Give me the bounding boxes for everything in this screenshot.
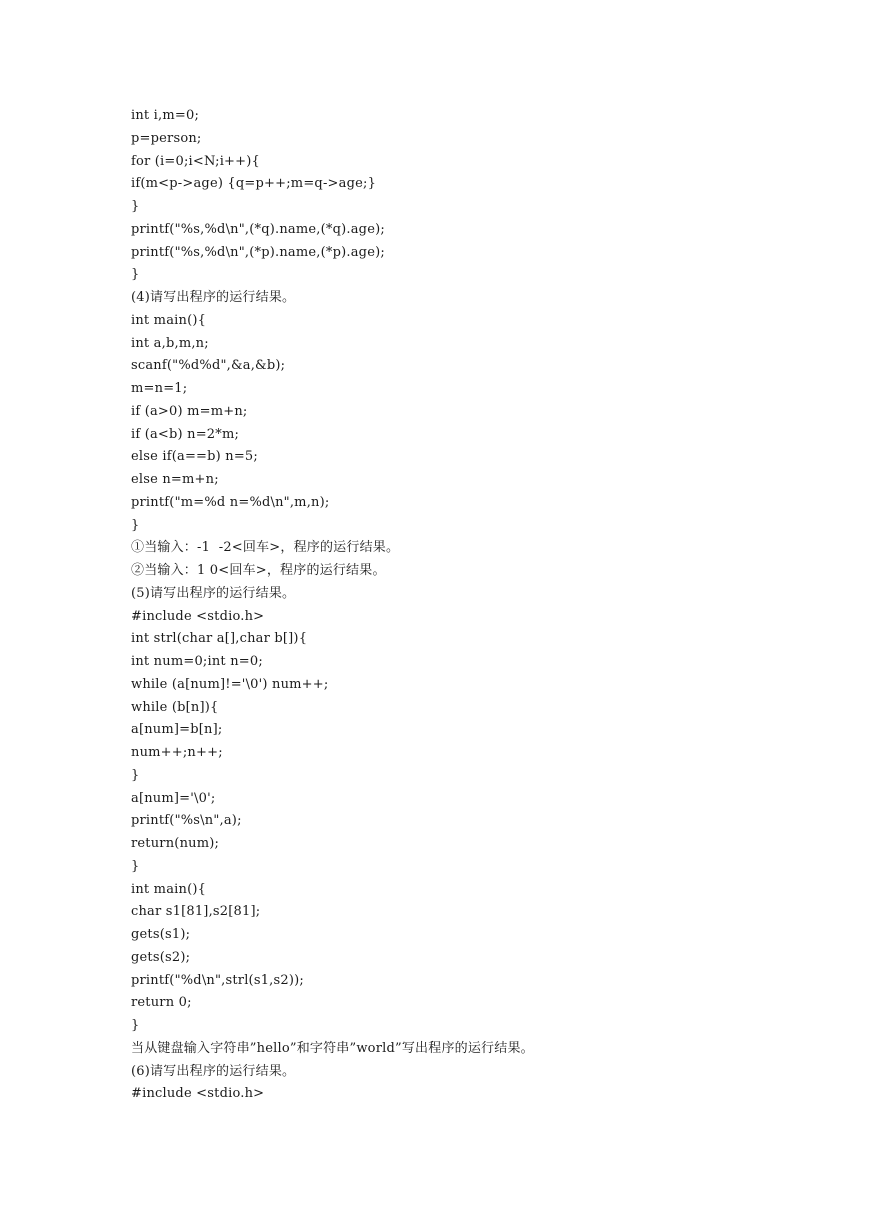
- text-line: printf("%s,%d\n",(*q).name,(*q).age);: [131, 221, 385, 237]
- text-line: printf("%d\n",strl(s1,s2));: [131, 972, 304, 988]
- text-line: int main(){: [131, 312, 207, 328]
- text-line: }: [131, 1018, 140, 1033]
- text-line: for (i=0;i<N;i++){: [131, 153, 260, 169]
- text-line: p=person;: [131, 130, 202, 146]
- document-page: [131, 105, 831, 1106]
- question-text: ②当输入：1 0<回车>，程序的运行结果。: [131, 563, 386, 578]
- question-heading: (4)请写出程序的运行结果。: [131, 290, 296, 305]
- text-line: m=n=1;: [131, 381, 188, 396]
- text-line: }: [131, 858, 140, 874]
- text-line: printf("m=%d n=%d\n",m,n);: [131, 494, 330, 510]
- text-line: #include <stdio.h>: [131, 608, 265, 624]
- text-line: if (a>0) m=m+n;: [131, 403, 248, 419]
- text-line: if (a<b) n=2*m;: [131, 426, 240, 442]
- text-line: int num=0;int n=0;: [131, 654, 263, 669]
- question-text: ①当输入：-1 -2<回车>，程序的运行结果。: [131, 540, 400, 556]
- text-line: int strl(char a[],char b[]){: [131, 631, 308, 647]
- text-line: return(num);: [131, 836, 220, 851]
- question-heading: (5)请写出程序的运行结果。: [131, 585, 296, 601]
- text-line: else n=m+n;: [131, 472, 219, 487]
- text-line: int i,m=0;: [131, 108, 200, 123]
- text-line: int a,b,m,n;: [131, 335, 209, 351]
- text-line: while (a[num]!='\0') num++;: [131, 676, 329, 692]
- text-line: char s1[81],s2[81];: [131, 904, 261, 920]
- text-line: a[num]='\0';: [131, 790, 216, 806]
- question-heading: (6)请写出程序的运行结果。: [131, 1063, 296, 1079]
- text-line: printf("%s,%d\n",(*p).name,(*p).age);: [131, 244, 385, 260]
- text-line: printf("%s\n",a);: [131, 813, 242, 829]
- text-line: }: [131, 199, 140, 214]
- text-line: if(m<p->age) {q=p++;m=q->age;}: [131, 176, 377, 192]
- text-line: num++;n++;: [131, 745, 223, 760]
- text-line: gets(s1);: [131, 927, 191, 942]
- text-line: }: [131, 267, 140, 283]
- text-line: }: [131, 517, 140, 533]
- text-line: #include <stdio.h>: [131, 1086, 265, 1102]
- text-line: }: [131, 767, 140, 783]
- question-text: 当从键盘输入字符串”hello”和字符串”world”写出程序的运行结果。: [131, 1040, 534, 1056]
- text-line: return 0;: [131, 995, 192, 1011]
- text-line: else if(a==b) n=5;: [131, 449, 258, 465]
- text-line: while (b[n]){: [131, 699, 219, 715]
- text-line: int main(){: [131, 881, 207, 897]
- text-line: gets(s2);: [131, 949, 191, 965]
- text-line: scanf("%d%d",&a,&b);: [131, 358, 286, 374]
- text-line: a[num]=b[n];: [131, 722, 223, 738]
